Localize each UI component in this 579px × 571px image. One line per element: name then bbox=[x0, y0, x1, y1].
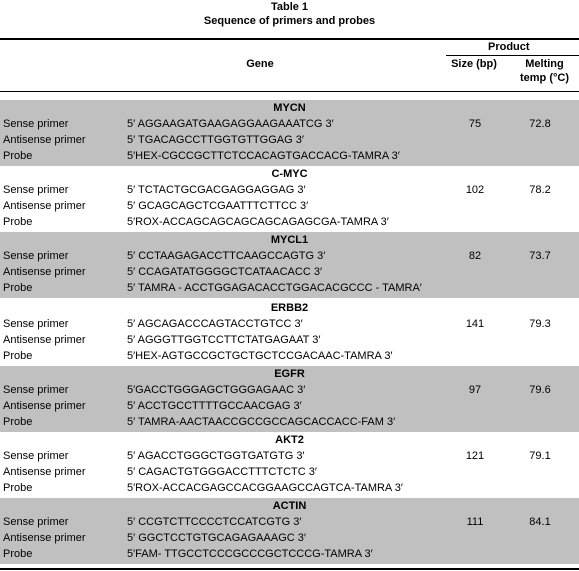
sequence-cell: 5′HEX-CGCCGCTTCTCCACAGTGACCACG-TAMRA 3′ bbox=[127, 150, 400, 162]
gene-group bbox=[0, 300, 579, 366]
sequence-cell: 5′FAM- TTGCCTCCCGCCCGCTCCCG-TAMRA 3′ bbox=[127, 548, 373, 560]
gene-name: MYCL1 bbox=[270, 234, 309, 246]
sequence-cell: 5′ ACCTGCCTTTTGCCAACGAG 3′ bbox=[127, 400, 302, 412]
gene-group bbox=[0, 100, 579, 166]
product-underline bbox=[446, 55, 579, 56]
primer-type-label: Antisense primer bbox=[3, 134, 86, 146]
gene-group bbox=[0, 366, 579, 432]
table-row bbox=[0, 348, 579, 364]
table-row bbox=[0, 546, 579, 562]
table-row bbox=[0, 182, 579, 198]
melting-temp-cell: 73.7 bbox=[529, 250, 551, 262]
gene-name: ERBB2 bbox=[270, 302, 309, 314]
gene-group bbox=[0, 232, 579, 298]
primer-type-label: Probe bbox=[3, 282, 33, 294]
primer-type-label: Sense primer bbox=[3, 184, 69, 196]
sequence-cell: 5′ CCTAAGAGACCTTCAAGCCAGTG 3′ bbox=[127, 250, 326, 262]
primer-type-label: Sense primer bbox=[3, 118, 69, 130]
sequence-cell: 5′ROX-ACCAGCAGCAGCAGCAGAGCGA-TAMRA 3′ bbox=[127, 216, 389, 228]
table-row bbox=[0, 248, 579, 264]
sequence-cell: 5′ CAGACTGTGGGACCTTTCTCTC 3′ bbox=[127, 466, 317, 478]
table-row bbox=[0, 132, 579, 148]
table-row bbox=[0, 332, 579, 348]
primer-type-label: Antisense primer bbox=[3, 200, 86, 212]
primer-type-label: Probe bbox=[3, 548, 33, 560]
primer-type-label: Antisense primer bbox=[3, 334, 86, 346]
sequence-cell: 5′ GGCTCCTGTGCAGAGAAAGC 3′ bbox=[127, 532, 306, 544]
sequence-cell: 5′ TAMRA - ACCTGGAGACACCTGGACACGCCC - TAMRA′ bbox=[127, 282, 422, 294]
melting-temp-cell: 78.2 bbox=[529, 184, 551, 196]
bottom-rule bbox=[0, 568, 579, 570]
sequence-cell: 5′ AGGGTTGGTCCTTCTATGAGAAT 3′ bbox=[127, 334, 321, 346]
gene-group bbox=[0, 166, 579, 232]
primer-type-label: Probe bbox=[3, 416, 33, 428]
gene-name: AKT2 bbox=[275, 434, 304, 446]
table-row bbox=[0, 464, 579, 480]
table-number: Table 1 bbox=[270, 1, 309, 13]
product-header: Product bbox=[488, 41, 530, 53]
melting-temp-cell: 84.1 bbox=[529, 516, 551, 528]
gene-name: ACTIN bbox=[272, 500, 307, 512]
size-header: Size (bp) bbox=[451, 58, 497, 70]
primer-type-label: Sense primer bbox=[3, 250, 69, 262]
product-size-cell: 97 bbox=[468, 384, 482, 396]
sequence-cell: 5′ AGGAAGATGAAGAGGAAGAAATCG 3′ bbox=[127, 118, 334, 130]
table-row bbox=[0, 148, 579, 164]
sequence-cell: 5′ TGACAGCCTTGGTGTTGGAG 3′ bbox=[127, 134, 304, 146]
table-row bbox=[0, 398, 579, 414]
gene-header: Gene bbox=[246, 58, 274, 70]
sequence-cell: 5′ CCGTCTTCCCCTCCATCGTG 3′ bbox=[127, 516, 302, 528]
primer-type-label: Sense primer bbox=[3, 516, 69, 528]
product-size-cell: 141 bbox=[465, 318, 485, 330]
primer-type-label: Antisense primer bbox=[3, 532, 86, 544]
melting-temp-cell: 79.6 bbox=[529, 384, 551, 396]
melting-temp-cell: 79.3 bbox=[529, 318, 551, 330]
gene-name: EGFR bbox=[274, 368, 305, 380]
primer-type-label: Sense primer bbox=[3, 450, 69, 462]
sequence-cell: 5′GACCTGGGAGCTGGGAGAAC 3′ bbox=[127, 384, 306, 396]
sequence-cell: 5′ROX-ACCACGAGCCACGGAAGCCAGTCA-TAMRA 3′ bbox=[127, 482, 403, 494]
table-row bbox=[0, 198, 579, 214]
table-row bbox=[0, 414, 579, 430]
product-size-cell: 75 bbox=[468, 118, 482, 130]
primer-type-label: Antisense primer bbox=[3, 266, 86, 278]
sequence-cell: 5′ AGCAGACCCAGTACCTGTCC 3′ bbox=[127, 318, 303, 330]
primer-type-label: Sense primer bbox=[3, 318, 69, 330]
table-row bbox=[0, 316, 579, 332]
table-row bbox=[0, 480, 579, 496]
primer-type-label: Probe bbox=[3, 216, 33, 228]
table-row bbox=[0, 280, 579, 296]
primer-type-label: Probe bbox=[3, 482, 33, 494]
header-rule bbox=[0, 91, 579, 92]
sequence-cell: 5′ CCAGATATGGGGCTCATAACACC 3′ bbox=[127, 266, 323, 278]
table-row bbox=[0, 382, 579, 398]
product-size-cell: 102 bbox=[465, 184, 485, 196]
melting-header-line1: Melting bbox=[525, 58, 564, 70]
primer-type-label: Sense primer bbox=[3, 384, 69, 396]
sequence-cell: 5′ AGACCTGGGCTGGTGATGTG 3′ bbox=[127, 450, 305, 462]
gene-name: MYCN bbox=[273, 102, 306, 114]
gene-group bbox=[0, 432, 579, 498]
product-size-cell: 82 bbox=[468, 250, 482, 262]
gene-name: C-MYC bbox=[271, 168, 308, 180]
primer-type-label: Antisense primer bbox=[3, 466, 86, 478]
sequence-cell: 5′ GCAGCAGCTCGAATTTCTTCC 3′ bbox=[127, 200, 309, 212]
sequence-cell: 5′ TCTACTGCGACGAGGAGGAG 3′ bbox=[127, 184, 306, 196]
melting-temp-cell: 72.8 bbox=[529, 118, 551, 130]
table-row bbox=[0, 264, 579, 280]
melting-header-line2: temp (°C) bbox=[519, 72, 569, 84]
table-row bbox=[0, 214, 579, 230]
primer-type-label: Probe bbox=[3, 150, 33, 162]
sequence-cell: 5′HEX-AGTGCCGCTGCTGCTCCGACAAC-TAMRA 3′ bbox=[127, 350, 393, 362]
gene-group bbox=[0, 498, 579, 564]
table-row bbox=[0, 116, 579, 132]
top-rule bbox=[0, 38, 579, 40]
product-size-cell: 121 bbox=[465, 450, 485, 462]
table-caption: Sequence of primers and probes bbox=[203, 15, 376, 27]
table-row bbox=[0, 514, 579, 530]
table-row bbox=[0, 530, 579, 546]
product-size-cell: 111 bbox=[466, 516, 484, 528]
sequence-cell: 5′ TAMRA-AACTAACCGCCGCCAGCACCACC-FAM 3′ bbox=[127, 416, 396, 428]
primer-type-label: Antisense primer bbox=[3, 400, 86, 412]
table-row bbox=[0, 448, 579, 464]
melting-temp-cell: 79.1 bbox=[529, 450, 551, 462]
primer-type-label: Probe bbox=[3, 350, 33, 362]
